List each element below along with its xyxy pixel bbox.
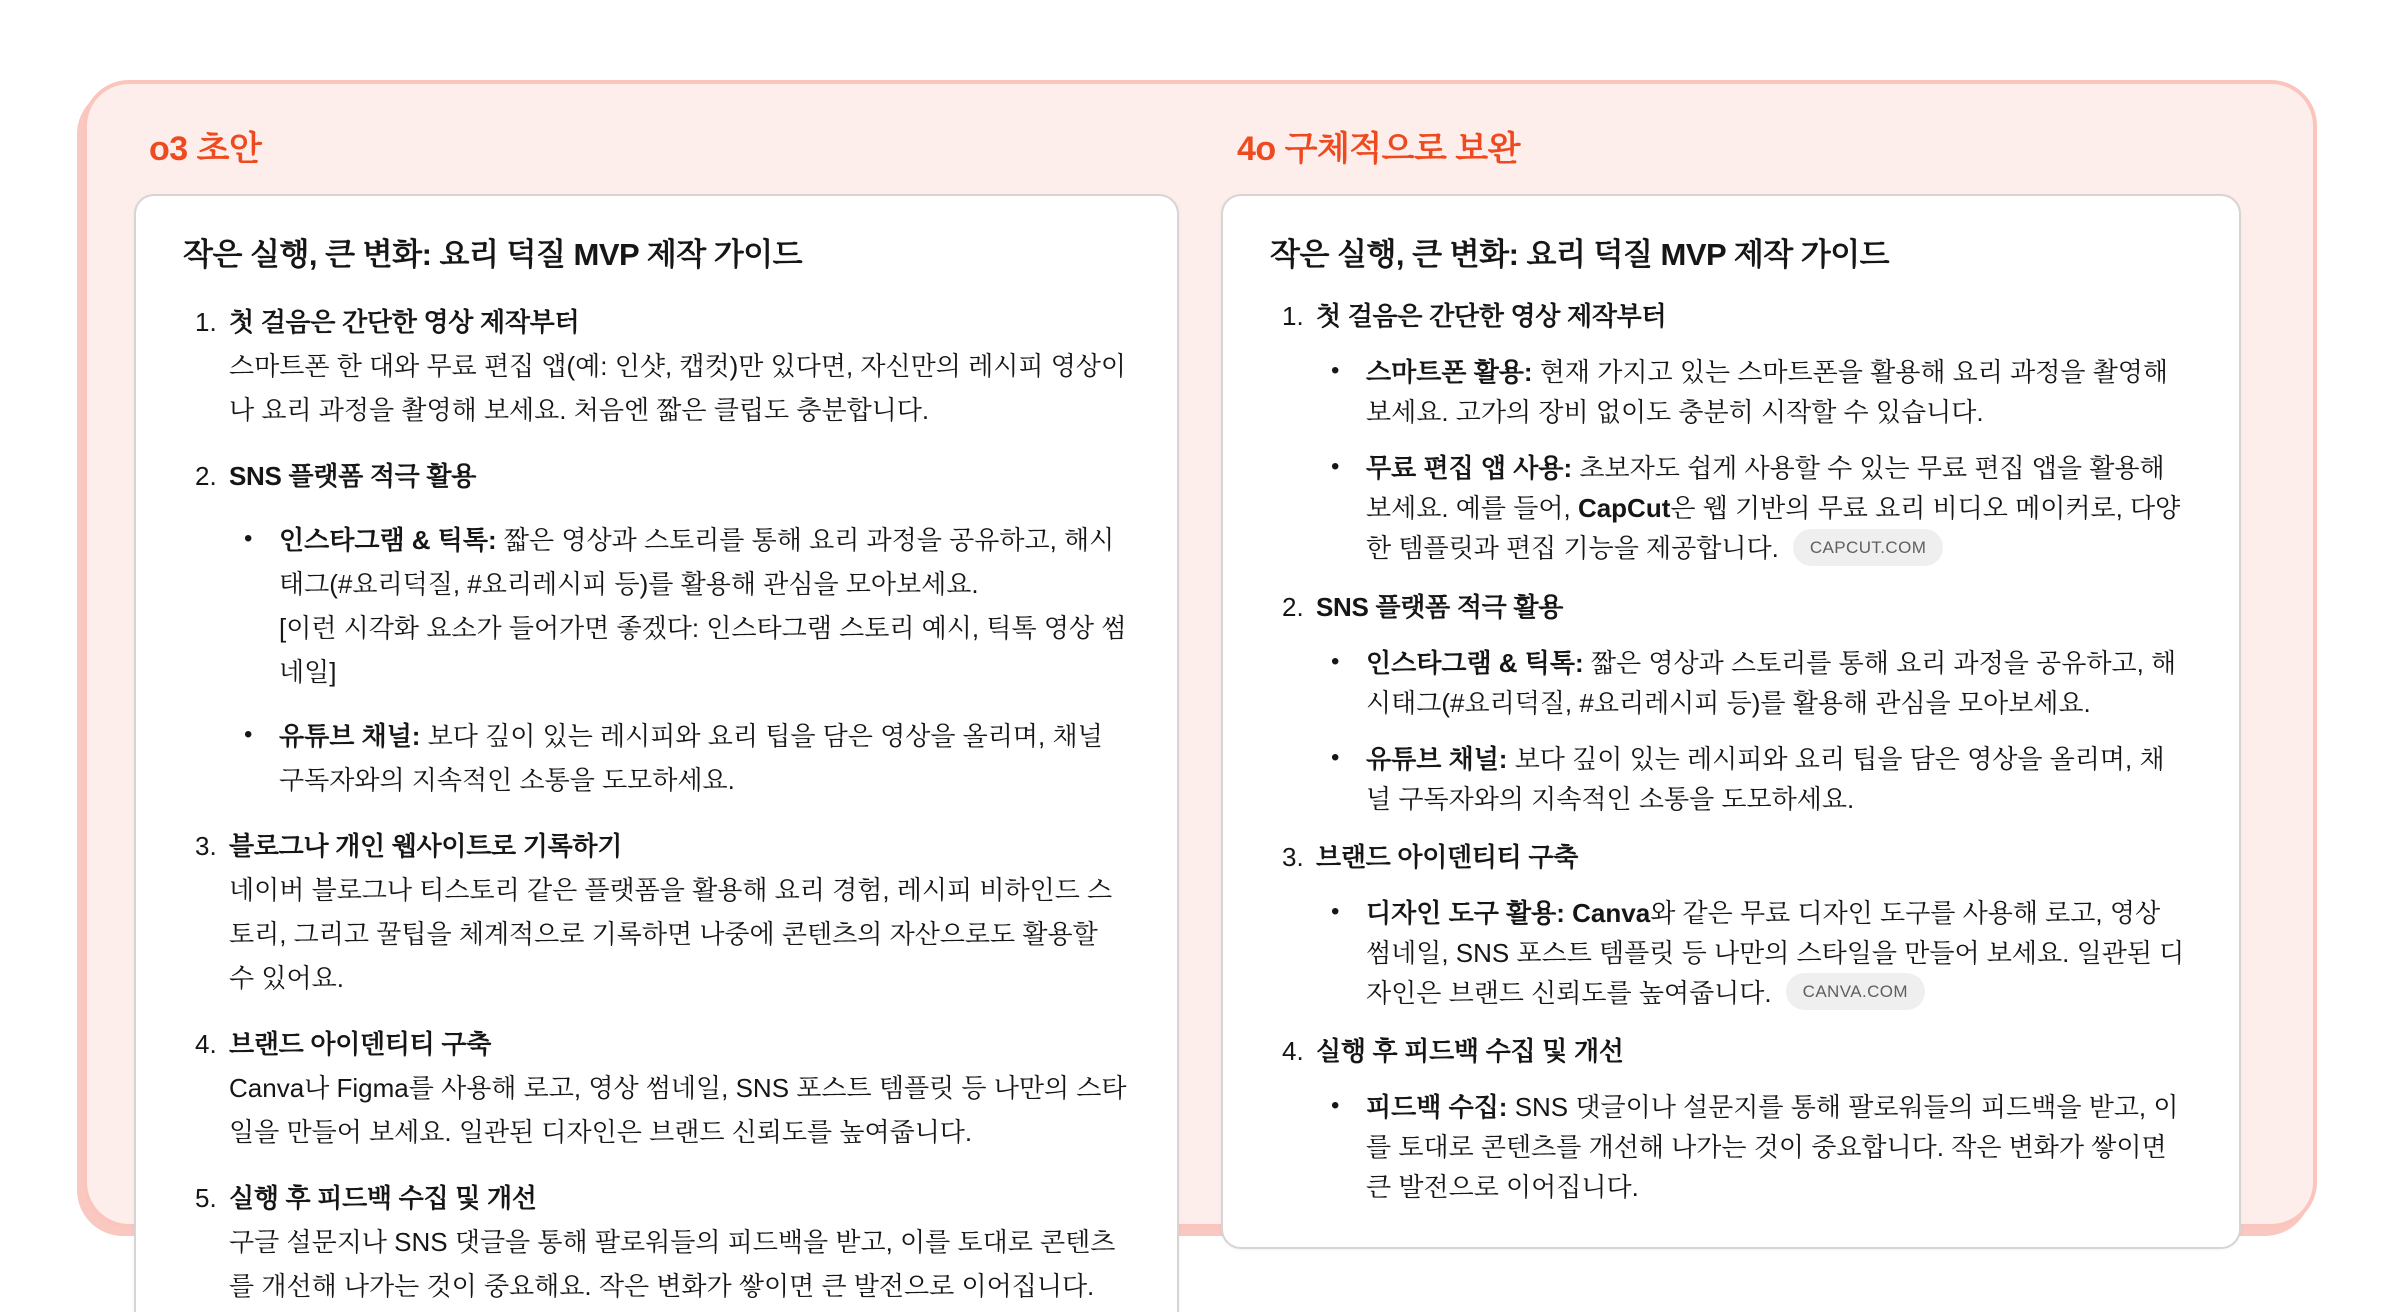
product-name: Canva [1572, 897, 1651, 928]
bullet-text: 보다 깊이 있는 레시피와 요리 팁을 담은 영상을 올리며, 채널 구독자와의 지속적인 소통을 도모하세요. [1366, 743, 2165, 814]
item-heading: 블로그나 개인 웹사이트로 기록하기 [229, 831, 623, 861]
list-item [183, 300, 1127, 432]
bullet-icon: • [1331, 453, 1340, 480]
list-item [183, 1176, 1127, 1308]
bullet-icon: • [244, 525, 253, 552]
bullet-item [1316, 643, 2189, 723]
bullet-lead: 무료 편집 앱 사용: [1366, 453, 1573, 483]
right-column-header: 4o 구체적으로 보완 [1237, 130, 1520, 168]
list-item [183, 824, 1127, 1000]
item-body: 구글 설문지나 SNS 댓글을 통해 팔로워들의 피드백을 받고, 이를 토대로 콘텐츠를 개선해 나가는 것이 중요해요. 작은 변화가 쌓이면 큰 발전으로 이어집니다. [229, 1227, 1116, 1301]
bullet-icon: • [1331, 1092, 1340, 1120]
list-number: 1. [1282, 301, 1304, 331]
citation-badge-canva[interactable]: CANVA.COM [1786, 973, 1925, 1010]
bullet-lead: 피드백 수집: [1366, 1092, 1508, 1123]
o3-draft-card [134, 194, 1179, 1312]
list-item [1270, 296, 2189, 569]
item-heading: 실행 후 피드백 수집 및 개선 [229, 1183, 537, 1213]
bullet-icon: • [1331, 647, 1340, 675]
list-number: 5. [195, 1183, 217, 1213]
product-name: CapCut [1577, 493, 1671, 523]
bullet-text: 와 같은 무료 디자인 도구를 사용해 로고, 영상 썸네일, SNS 포스트 템플릿 등 나만의 스타일을 만들어 보세요. 일관된 디자인은 브랜드 신뢰도를 높여줍니다. [1366, 897, 2185, 1008]
bullet-text: SNS 댓글이나 설문지를 통해 팔로워들의 피드백을 받고, 이를 토대로 콘텐츠를 개선해 나가는 것이 중요합니다. 작은 변화가 쌓이면 큰 발전으로 이어집니다. [1366, 1092, 2179, 1203]
list-item [183, 1022, 1127, 1154]
list-item [1270, 587, 2189, 819]
item-heading: 브랜드 아이덴티티 구축 [1316, 841, 1579, 872]
list-item [1270, 1031, 2189, 1207]
item-heading: 첫 걸음은 간단한 영상 제작부터 [1316, 301, 1667, 331]
bullet-lead: 유튜브 채널: [1366, 743, 1508, 774]
bullet-lead: 디자인 도구 활용: [1366, 897, 1565, 928]
list-number: 2. [195, 461, 217, 491]
bullet-text: 짧은 영상과 스토리를 통해 요리 과정을 공유하고, 해시태그(#요리덕질, #요리레시피 등)를 활용해 관심을 모아보세요. [279, 525, 1115, 599]
citation-badge-capcut[interactable]: CAPCUT.COM [1793, 529, 1943, 566]
list-item [1270, 837, 2189, 1014]
list-number: 1. [195, 307, 217, 337]
item-heading: 브랜드 아이덴티티 구축 [229, 1029, 492, 1059]
list-item [183, 454, 1127, 802]
bullet-item [1316, 352, 2189, 432]
bullet-text: 현재 가지고 있는 스마트폰을 활용해 요리 과정을 촬영해보세요. 고가의 장비 없이도 충분히 시작할 수 있습니다. [1366, 357, 2169, 427]
document-title: 작은 실행, 큰 변화: 요리 덕질 MVP 제작 가이드 [1270, 237, 1890, 272]
bullet-icon: • [1331, 743, 1340, 771]
document-title: 작은 실행, 큰 변화: 요리 덕질 MVP 제작 가이드 [183, 237, 803, 272]
bullet-text: 은 웹 기반의 무료 요리 비디오 메이커로, 다양한 템플릿과 편집 기능을 제공합니다. [1366, 493, 2181, 563]
bullet-item [1316, 1087, 2189, 1207]
list-number: 4. [1282, 1036, 1304, 1067]
bullet-text: 보다 깊이 있는 레시피와 요리 팁을 담은 영상을 올리며, 채널 구독자와의 지속적인 소통을 도모하세요. [279, 721, 1103, 795]
list-number: 3. [1282, 841, 1304, 872]
bullet-lead: 스마트폰 활용: [1366, 357, 1533, 387]
item-heading: 첫 걸음은 간단한 영상 제작부터 [229, 307, 580, 337]
bullet-item [1316, 893, 2189, 1014]
bullet-lead: 인스타그램 & 틱톡: [279, 525, 497, 555]
item-heading: 실행 후 피드백 수집 및 개선 [1316, 1036, 1624, 1067]
visual-note: [이런 시각화 요소가 들어가면 좋겠다: 인스타그램 스토리 예시, 틱톡 영상 썸네일] [279, 613, 1127, 687]
item-body: 네이버 블로그나 티스토리 같은 플랫폼을 활용해 요리 경험, 레시피 비하인드 스토리, 그리고 꿀팁을 체계적으로 기록하면 나중에 콘텐츠의 자산으로도 활용할 수 있어요. [229, 875, 1113, 993]
bullet-icon: • [244, 721, 253, 748]
comparison-panel [83, 80, 2317, 1301]
left-column-header: o3 초안 [149, 130, 262, 168]
bullet-item [1316, 448, 2189, 569]
bullet-text: 초보자도 쉽게 사용할 수 있는 무료 편집 앱을 활용해보세요. 예를 들어, [1366, 453, 2165, 523]
list-number: 2. [1282, 591, 1304, 622]
item-heading: SNS 플랫폼 적극 활용 [229, 461, 477, 491]
bullet-item [229, 714, 1127, 802]
bullet-icon: • [1331, 357, 1340, 384]
item-heading: SNS 플랫폼 적극 활용 [1316, 591, 1564, 622]
item-body: Canva나 Figma를 사용해 로고, 영상 썸네일, SNS 포스트 템플릿 등 나만의 스타일을 만들어 보세요. 일관된 디자인은 브랜드 신뢰도를 높여줍니다. [229, 1073, 1127, 1147]
bullet-icon: • [1331, 897, 1340, 925]
list-number: 3. [195, 831, 217, 861]
bullet-text: 짧은 영상과 스토리를 통해 요리 과정을 공유하고, 해시태그(#요리덕질, #요리레시피 등)를 활용해 관심을 모아보세요. [1366, 647, 2177, 718]
4o-refined-card [1221, 194, 2241, 1249]
bullet-item [229, 518, 1127, 694]
list-number: 4. [195, 1029, 217, 1059]
item-body: 스마트폰 한 대와 무료 편집 앱(예: 인샷, 캡컷)만 있다면, 자신만의 레시피 영상이나 요리 과정을 촬영해 보세요. 처음엔 짧은 클립도 충분합니다. [229, 351, 1127, 425]
bullet-lead: 인스타그램 & 틱톡: [1366, 647, 1584, 678]
bullet-item [1316, 739, 2189, 819]
bullet-lead: 유튜브 채널: [279, 721, 421, 751]
